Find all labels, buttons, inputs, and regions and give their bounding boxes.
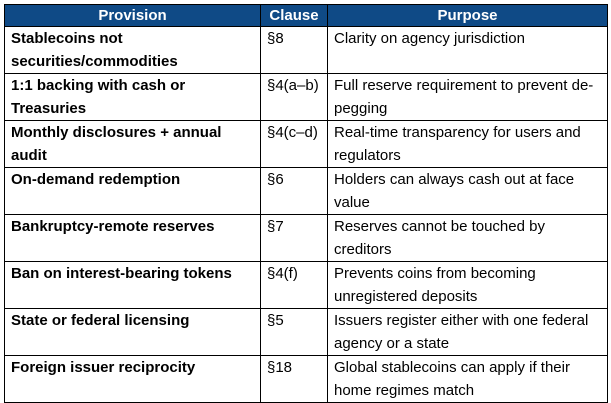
purpose-cell: Clarity on agency jurisdiction xyxy=(328,27,608,74)
purpose-cell: Global stablecoins can apply if their home regimes match xyxy=(328,356,608,403)
provision-cell: State or federal licensing xyxy=(5,309,261,356)
purpose-cell: Real-time transparency for users and regulators xyxy=(328,121,608,168)
clause-cell: §8 xyxy=(261,27,328,74)
provision-cell: Monthly disclosures + annual audit xyxy=(5,121,261,168)
table-row xyxy=(5,356,608,403)
header-clause: Clause xyxy=(261,5,328,27)
header-purpose: Purpose xyxy=(328,5,608,27)
table-row xyxy=(5,262,608,309)
purpose-cell: Prevents coins from becoming unregistered deposits xyxy=(328,262,608,309)
provision-cell: On-demand redemption xyxy=(5,168,261,215)
header-provision: Provision xyxy=(5,5,261,27)
provision-cell: 1:1 backing with cash or Treasuries xyxy=(5,74,261,121)
clause-cell: §4(a–b) xyxy=(261,74,328,121)
provisions-table xyxy=(4,4,608,403)
provision-cell: Stablecoins not securities/commodities xyxy=(5,27,261,74)
provision-cell: Ban on interest-bearing tokens xyxy=(5,262,261,309)
clause-cell: §4(f) xyxy=(261,262,328,309)
table-row xyxy=(5,168,608,215)
clause-cell: §4(c–d) xyxy=(261,121,328,168)
purpose-cell: Full reserve requirement to prevent de-pegging xyxy=(328,74,608,121)
clause-cell: §6 xyxy=(261,168,328,215)
table-row xyxy=(5,215,608,262)
provision-cell: Foreign issuer reciprocity xyxy=(5,356,261,403)
purpose-cell: Holders can always cash out at face value xyxy=(328,168,608,215)
header-row xyxy=(5,5,608,27)
purpose-cell: Issuers register either with one federal agency or a state xyxy=(328,309,608,356)
table-row xyxy=(5,121,608,168)
provision-cell: Bankruptcy-remote reserves xyxy=(5,215,261,262)
table-row xyxy=(5,27,608,74)
table-body xyxy=(5,27,608,403)
table-row xyxy=(5,309,608,356)
clause-cell: §7 xyxy=(261,215,328,262)
clause-cell: §18 xyxy=(261,356,328,403)
clause-cell: §5 xyxy=(261,309,328,356)
table-header xyxy=(5,5,608,27)
provisions-table-container xyxy=(4,4,608,403)
table-row xyxy=(5,74,608,121)
purpose-cell: Reserves cannot be touched by creditors xyxy=(328,215,608,262)
